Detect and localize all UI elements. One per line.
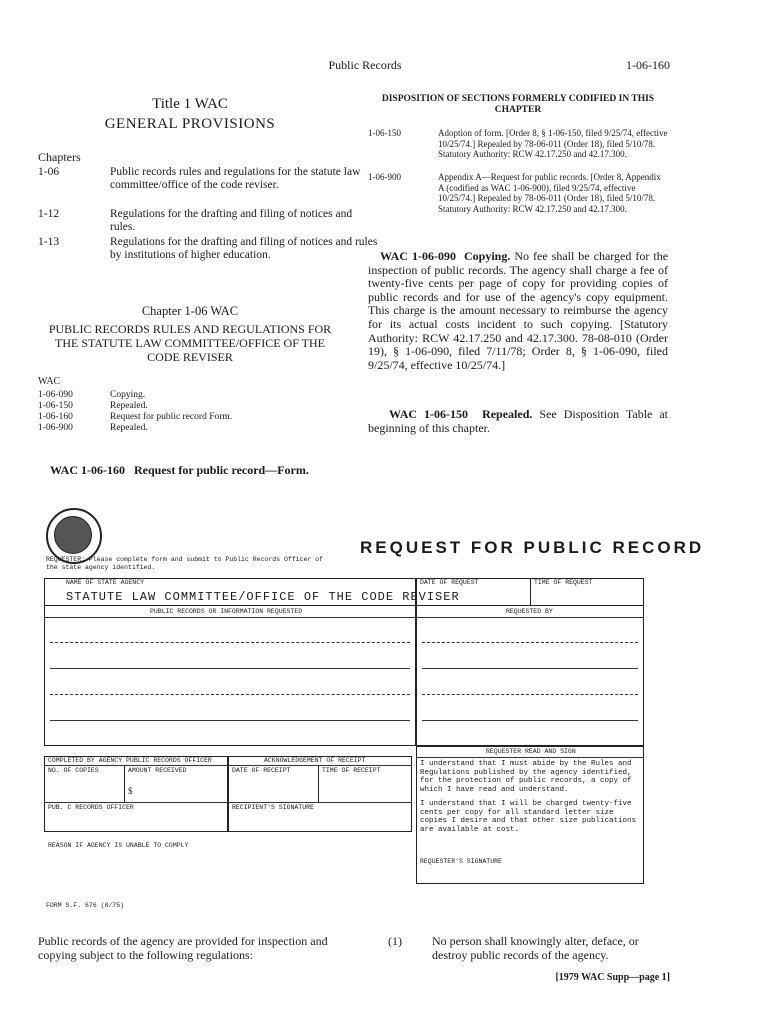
section-090-title: Copying. bbox=[463, 249, 511, 263]
blank-line bbox=[50, 668, 410, 669]
chapter-text: Regulations for the drafting and filing of notices and rules by institutions of higher education. bbox=[110, 236, 378, 261]
agency-label: NAME OF STATE AGENCY bbox=[66, 579, 145, 586]
read-text-1: I understand that I must abide by the Rules and Regulations published by the agency identified, for the protection of public records, a copy of which I have read and understand. bbox=[420, 760, 632, 794]
divider bbox=[228, 802, 412, 803]
wac-desc: Request for public record Form. bbox=[110, 412, 233, 422]
chapter-text: Public records rules and regulations for the statute law committee/office of the code reviser. bbox=[110, 166, 361, 191]
seal-emblem-icon bbox=[54, 516, 92, 554]
disposition-title: DISPOSITION OF SECTIONS FORMERLY CODIFIED IN THIS CHAPTER bbox=[381, 94, 655, 115]
wac-label: WAC bbox=[38, 376, 61, 387]
chapters-label: Chapters bbox=[38, 150, 81, 164]
agency-name: STATUTE LAW COMMITTEE/OFFICE OF THE CODE REVISER bbox=[66, 590, 460, 604]
section-090-paragraph bbox=[368, 250, 668, 372]
num-copies-label[interactable]: NO. OF COPIES bbox=[48, 767, 99, 774]
divider bbox=[416, 757, 644, 758]
blank-line bbox=[50, 642, 410, 643]
page-footer: [1979 WAC Supp—page 1] bbox=[555, 972, 670, 983]
records-requested-label: PUBLIC RECORDS OR INFORMATION REQUESTED bbox=[150, 608, 303, 615]
completed-by-label: COMPLETED BY AGENCY PUBLIC RECORDS OFFICER bbox=[48, 757, 212, 764]
title-line-2: GENERAL PROVISIONS bbox=[104, 116, 276, 132]
wac-desc: Repealed. bbox=[110, 401, 148, 411]
chapter-text: Regulations for the drafting and filing of notices and rules. bbox=[110, 208, 353, 233]
disposition-number: 1-06-150 bbox=[368, 128, 401, 138]
section-090-body: No fee shall be charged for the inspection of public records. The agency shall charge a fee of twenty-five cents per page of copy for providing copies of public records and for use of the agency's copy equipment. This charge is the amount necessary to reimburse the agency for its actual costs incident to such copying. [Statutory Authority: RCW 42.17.250 and 42.17.300. 78-08-010 (Order 19), § 1-06-090, filed 7/11/78; Order 8, § 1-06-090, filed 9/25/74, effective 10/25/74.] bbox=[368, 249, 669, 372]
item-number: (1) bbox=[388, 934, 402, 948]
divider bbox=[416, 617, 644, 618]
wac-number: 1-06-900 bbox=[38, 423, 73, 433]
records-officer-label[interactable]: PUB. C RECORDS OFFICER bbox=[48, 804, 134, 811]
wac-number: 1-06-160 bbox=[38, 412, 73, 422]
divider bbox=[44, 802, 228, 803]
wac-list-item bbox=[38, 423, 298, 435]
regulations-intro: Public records of the agency are provided for inspection and copying subject to the following regulations: bbox=[38, 934, 328, 962]
divider bbox=[228, 765, 412, 766]
read-sign-text bbox=[420, 760, 642, 834]
section-160-heading bbox=[50, 463, 309, 478]
section-150-body: See Disposition Table at beginning of this chapter. bbox=[368, 407, 669, 435]
disposition-text: Adoption of form. [Order 8, § 1-06-150, filed 9/25/74, effective 10/25/74.] Repealed by 78-06-011 (Order 18), filed 5/10/78. Statutory Authority: RCW 42.17.250 and 42.17.300. bbox=[438, 128, 668, 159]
chapter-number: 1-06 bbox=[38, 166, 60, 178]
recipient-signature-label[interactable]: RECIPIENT'S SIGNATURE bbox=[232, 804, 314, 811]
disposition-number: 1-06-900 bbox=[368, 172, 401, 182]
blank-line bbox=[422, 694, 638, 695]
divider bbox=[318, 765, 319, 802]
chapter-subtitle: PUBLIC RECORDS RULES AND REGULATIONS FOR THE STATUTE LAW COMMITTEE/OFFICE OF THE CODE REVISER bbox=[48, 322, 332, 364]
section-150-number: WAC 1-06-150 bbox=[389, 407, 469, 421]
item-text: No person shall knowingly alter, deface, or destroy public records of the agency. bbox=[432, 934, 639, 962]
disposition-text: Appendix A—Request for public records. [Order 8, Appendix A (codified as WAC 1-06-900), filed 9/25/74, effective 10/25/74.] Repealed by 78-06-011 (Order 18), filed 5/10/78. Statutory Authority: RCW 42.17.250 and 42.17.300. bbox=[438, 172, 661, 214]
blank-line bbox=[50, 694, 410, 695]
divider bbox=[44, 765, 228, 766]
amount-symbol: $ bbox=[128, 786, 133, 796]
divider bbox=[124, 765, 125, 802]
records-requested-area[interactable] bbox=[44, 606, 416, 746]
wac-desc: Copying. bbox=[110, 390, 146, 400]
read-sign-label: REQUESTER READ AND SIGN bbox=[486, 748, 576, 755]
wac-desc: Repealed. bbox=[110, 423, 148, 433]
time-of-request-label: TIME OF REQUEST bbox=[534, 579, 593, 586]
blank-line bbox=[50, 720, 410, 721]
requested-by-area[interactable] bbox=[416, 606, 644, 746]
blank-line bbox=[422, 668, 638, 669]
time-of-receipt-label[interactable]: TIME OF RECEIPT bbox=[322, 767, 381, 774]
page-code: 1-06-160 bbox=[626, 58, 670, 72]
wac-number: 1-06-150 bbox=[38, 401, 73, 411]
requested-by-label: REQUESTED BY bbox=[506, 608, 553, 615]
section-160-title: Request for public record—Form. bbox=[134, 463, 309, 477]
blank-line bbox=[422, 720, 638, 721]
date-of-receipt-label[interactable]: DATE OF RECEIPT bbox=[232, 767, 291, 774]
amount-received-label[interactable]: AMOUNT RECEIVED bbox=[128, 767, 187, 774]
chapter-number: 1-12 bbox=[38, 208, 60, 220]
requester-signature-label[interactable]: REQUESTER'S SIGNATURE bbox=[420, 858, 502, 865]
blank-line bbox=[422, 642, 638, 643]
read-text-2: I understand that I will be charged twenty-five cents per copy for all standard letter size copies I desire and that other size publications are available at cost. bbox=[420, 800, 637, 834]
ack-label: ACKNOWLEDGEMENT OF RECEIPT bbox=[264, 757, 366, 764]
section-150-title: Repealed. bbox=[482, 407, 533, 421]
section-150-paragraph bbox=[368, 408, 668, 435]
reason-label: REASON IF AGENCY IS UNABLE TO COMPLY bbox=[48, 842, 189, 849]
form-title: REQUEST FOR PUBLIC RECORD bbox=[360, 538, 705, 557]
wac-number: 1-06-090 bbox=[38, 390, 73, 400]
date-of-request-label: DATE OF REQUEST bbox=[420, 579, 479, 586]
form-instructions: REQUESTER: Please complete form and submit to Public Records Officer of the state agency identified. bbox=[46, 556, 323, 571]
chapter-number: 1-13 bbox=[38, 236, 60, 248]
divider bbox=[44, 617, 416, 618]
section-160-number: WAC 1-06-160 bbox=[50, 463, 125, 477]
chapter-heading: Chapter 1-06 WAC bbox=[141, 304, 239, 318]
form-number: FORM S.F. 676 (8/75) bbox=[46, 902, 125, 909]
date-time-divider bbox=[530, 578, 531, 606]
section-090-number: WAC 1-06-090 bbox=[379, 249, 456, 263]
title-line-1: Title 1 WAC bbox=[152, 96, 228, 112]
running-header: Public Records bbox=[328, 58, 402, 72]
